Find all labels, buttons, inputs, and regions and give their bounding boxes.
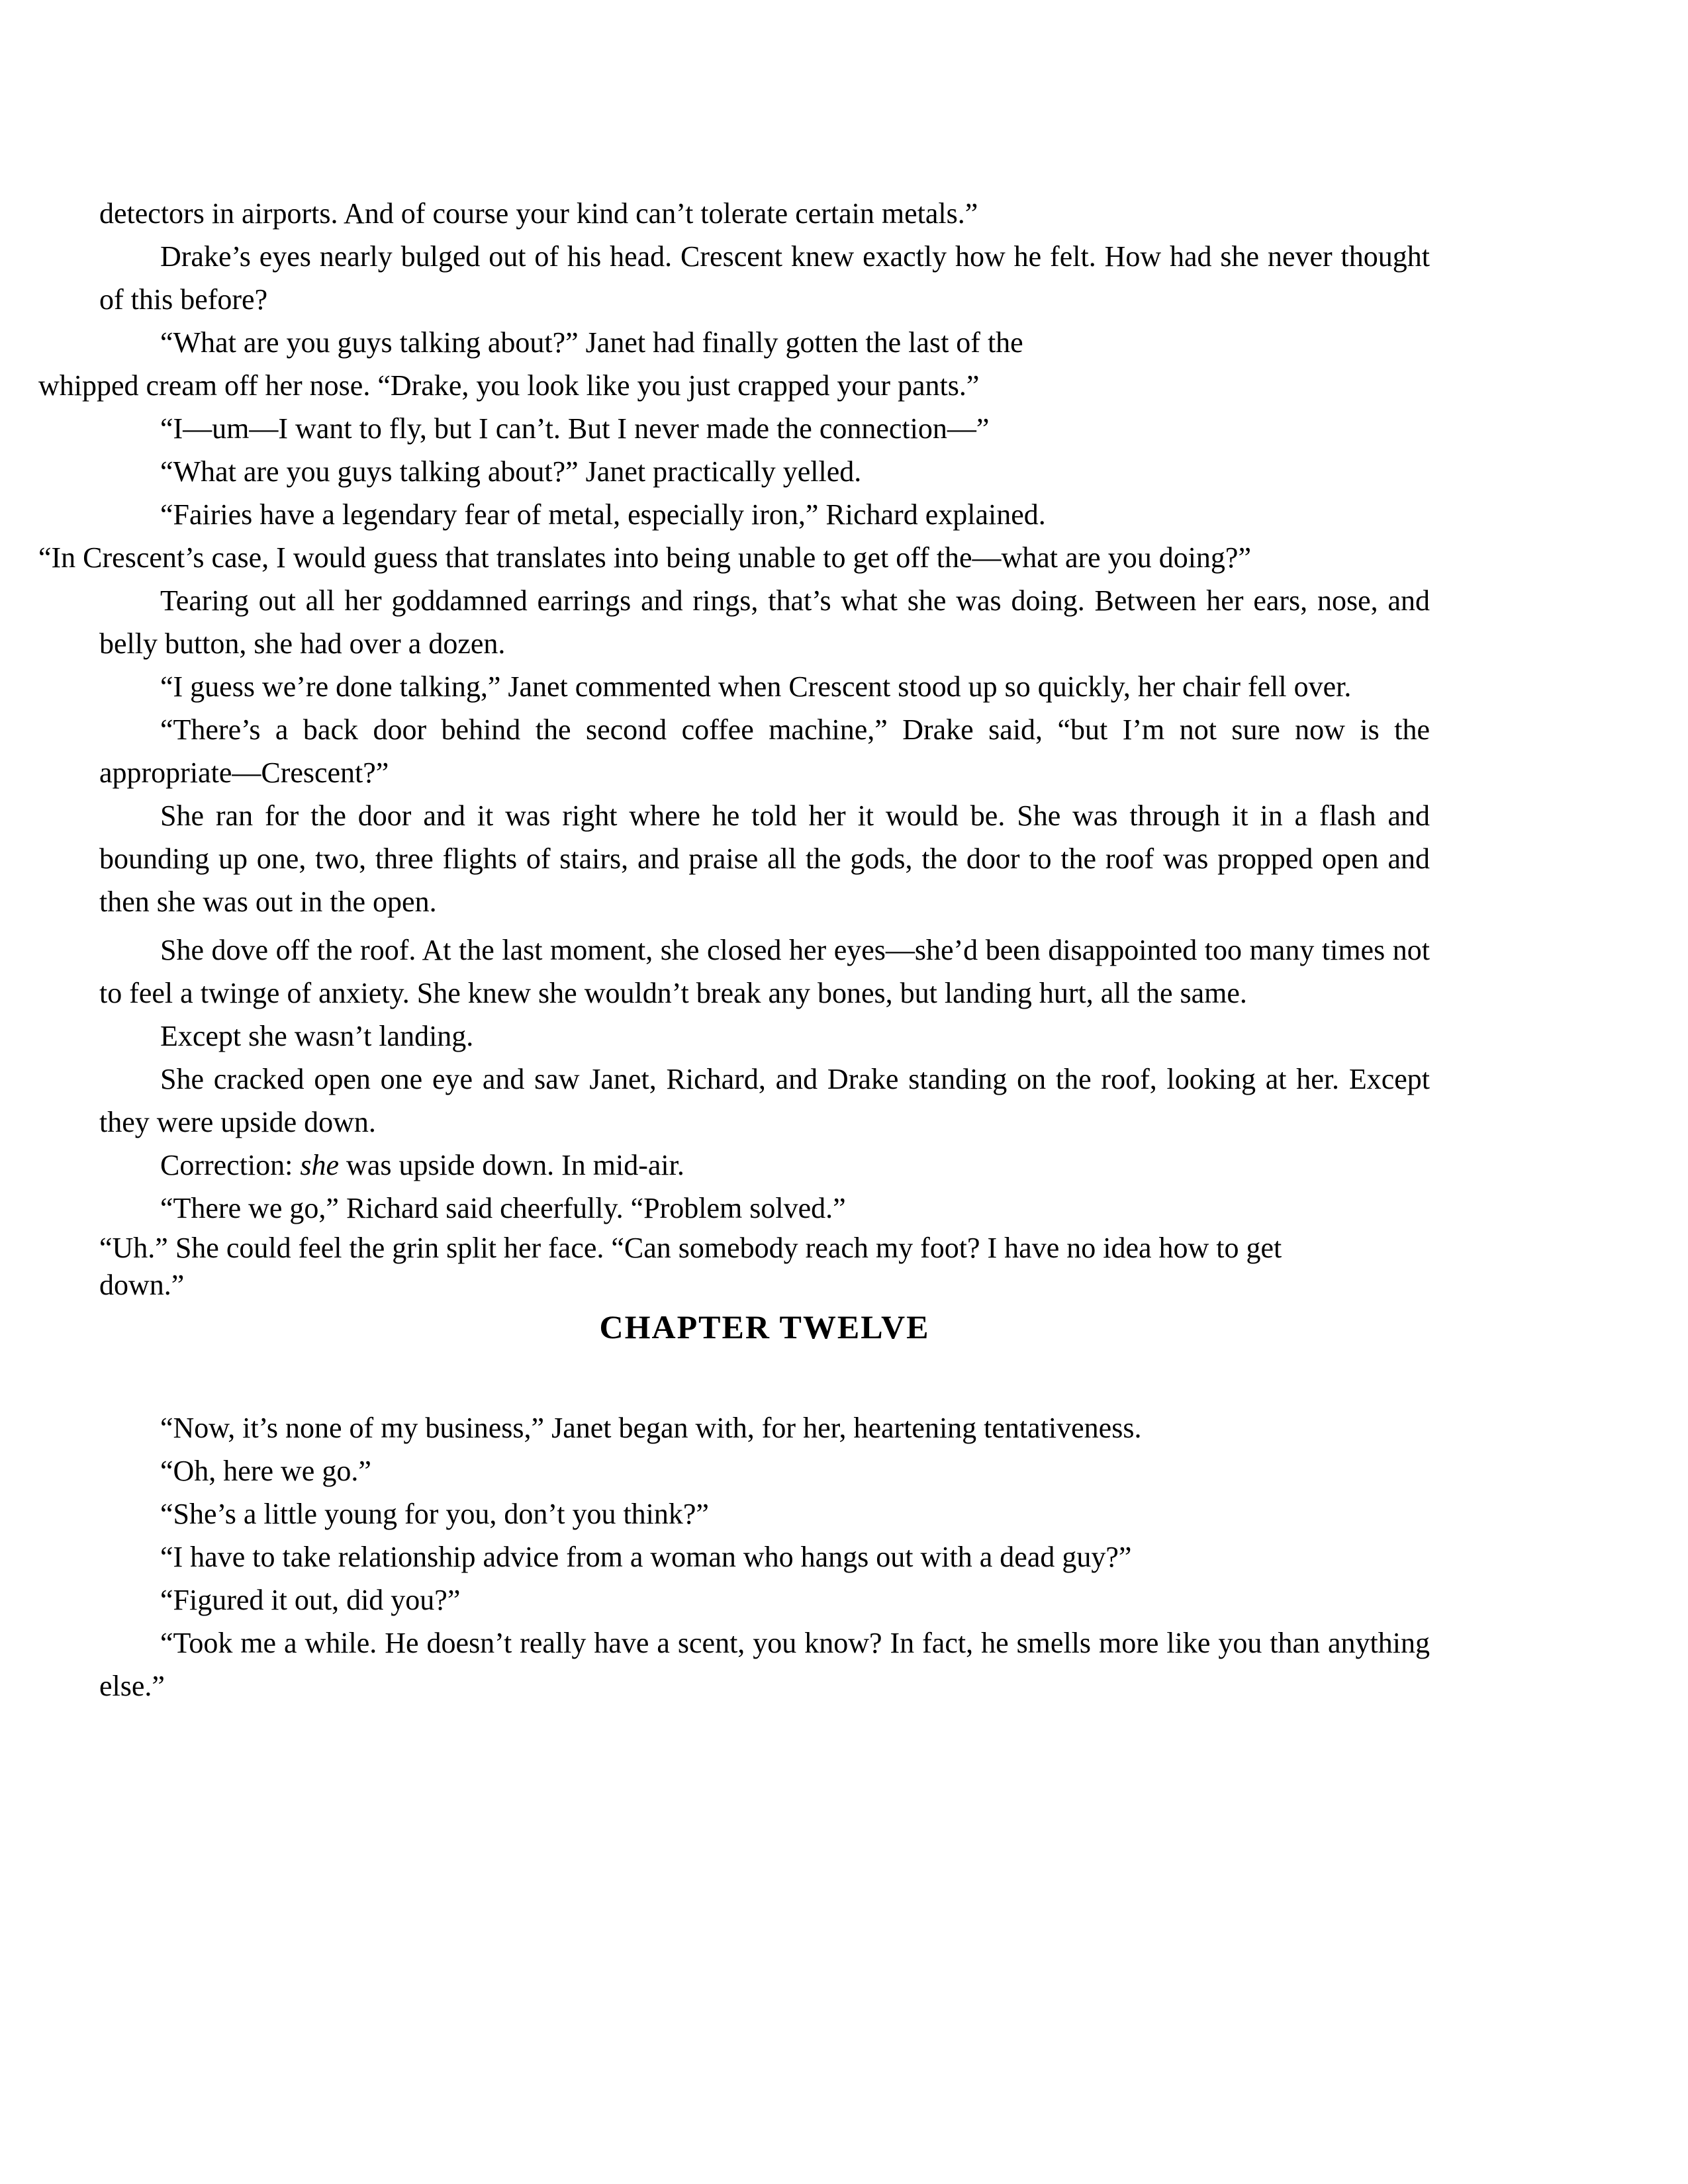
paragraph: Except she wasn’t landing.: [160, 1020, 474, 1052]
paragraph: [38, 321, 1430, 407]
paragraph: “She’s a little young for you, don’t you think?”: [160, 1498, 709, 1530]
paragraph: “There’s a back door behind the second coffee machine,” Drake said, “but I’m not sure now is the appropriate—Crescent?”: [99, 713, 1430, 789]
paragraph: “I guess we’re done talking,” Janet commented when Crescent stood up so quickly, her chair fell over.: [160, 670, 1352, 703]
paragraph-line: “In Crescent’s case, I would guess that translates into being unable to get off the—what are you doing?”: [38, 541, 1251, 574]
paragraph: Drake’s eyes nearly bulged out of his head. Crescent knew exactly how he felt. How had she never thought of this before?: [99, 240, 1430, 316]
chapter-heading: CHAPTER TWELVE: [599, 1308, 930, 1345]
paragraph-line: “Fairies have a legendary fear of metal, especially iron,” Richard explained.: [160, 498, 1046, 531]
paragraph: She ran for the door and it was right where he told her it would be. She was through it in a flash and bounding up one, two, three flights of stairs, and praise all the gods, the door to the roof was propped open and then she was out in the open.: [99, 799, 1430, 918]
paragraph: “Uh.” She could feel the grin split her face. “Can somebody reach my foot? I have no idea how to get down.”: [99, 1232, 1282, 1301]
paragraph: Tearing out all her goddamned earrings and rings, that’s what she was doing. Between her ears, nose, and belly button, she had over a dozen.: [99, 584, 1430, 660]
paragraph: “Figured it out, did you?”: [160, 1584, 461, 1616]
emphasis: she: [300, 1149, 340, 1181]
page-body: [38, 192, 1430, 1707]
paragraph: She dove off the roof. At the last moment, she closed her eyes—she’d been disappointed too many times not to feel a twinge of anxiety. She knew she wouldn’t break any bones, but landing hurt, all the same.: [99, 934, 1430, 1009]
paragraph-text: Correction:: [160, 1149, 301, 1181]
paragraph: She cracked open one eye and saw Janet, Richard, and Drake standing on the roof, looking at her. Except they were upside down.: [99, 1063, 1430, 1138]
paragraph-text: was upside down. In mid-air.: [339, 1149, 684, 1181]
paragraph: [38, 493, 1430, 579]
paragraph: “There we go,” Richard said cheerfully. “Problem solved.”: [160, 1192, 846, 1224]
paragraph: “Took me a while. He doesn’t really have a scent, you know? In fact, he smells more like you than anything else.”: [99, 1627, 1430, 1702]
paragraph-line: whipped cream off her nose. “Drake, you look like you just crapped your pants.”: [38, 369, 980, 402]
paragraph: “I—um—I want to fly, but I can’t. But I never made the connection—”: [160, 412, 990, 445]
paragraph: detectors in airports. And of course your kind can’t tolerate certain metals.”: [99, 197, 978, 230]
paragraph: [99, 1144, 1430, 1187]
paragraph: “What are you guys talking about?” Janet practically yelled.: [160, 455, 862, 488]
paragraph: “I have to take relationship advice from a woman who hangs out with a dead guy?”: [160, 1541, 1132, 1573]
paragraph: “Oh, here we go.”: [160, 1455, 371, 1487]
paragraph-line: “What are you guys talking about?” Janet had finally gotten the last of the: [160, 326, 1023, 359]
paragraph: “Now, it’s none of my business,” Janet began with, for her, heartening tentativeness.: [160, 1412, 1142, 1444]
